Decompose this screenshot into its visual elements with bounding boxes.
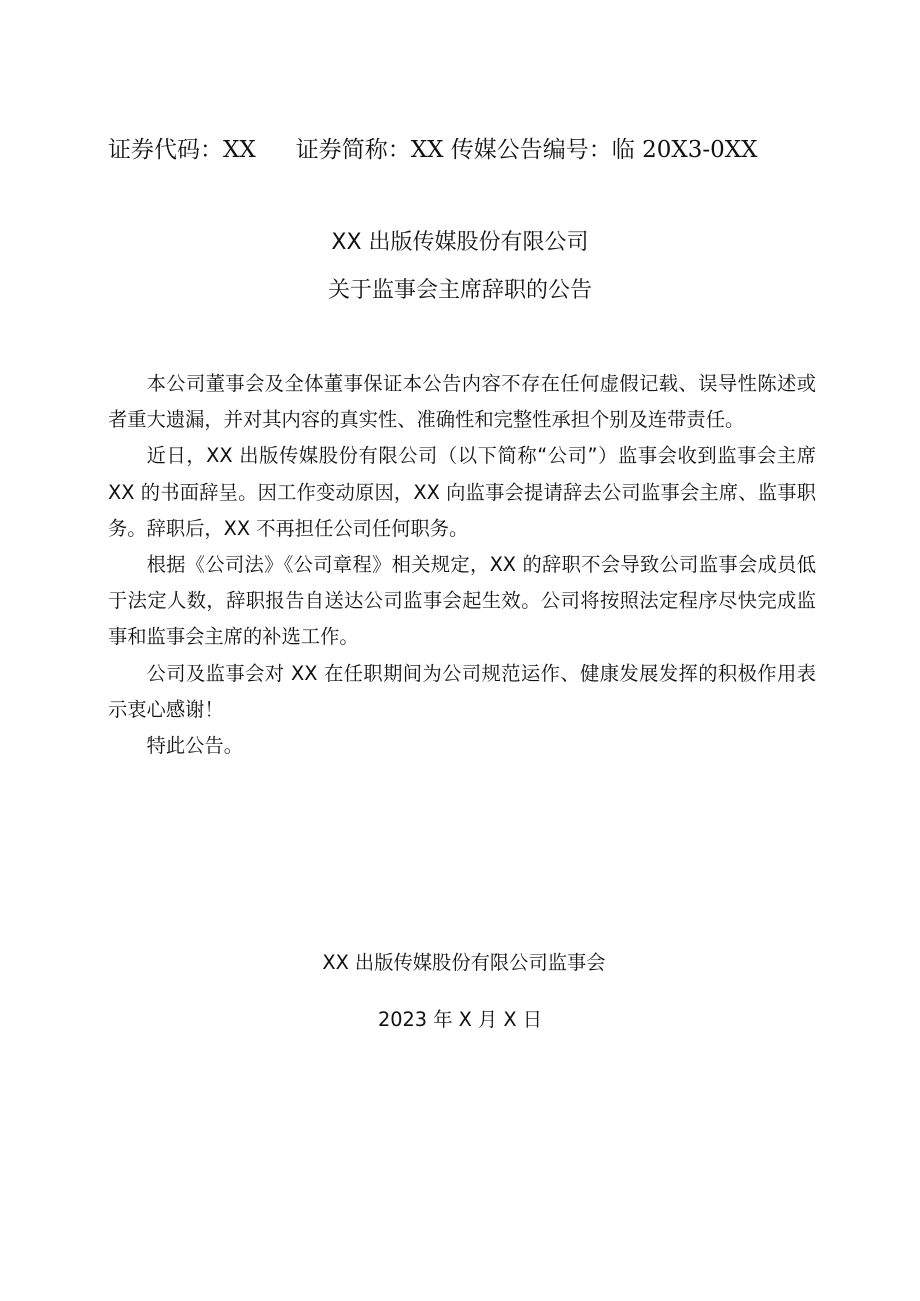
stock-short-name-and-number: 证券简称：XX 传媒公告编号：临 20X3-0XX: [295, 137, 758, 163]
paragraph-disclaimer: 本公司董事会及全体董事保证本公告内容不存在任何虚假记载、误导性陈述或者重大遗漏，并对其内容的真实性、准确性和完整性承担个别及连带责任。: [108, 372, 816, 432]
paragraph-resignation-received: 近日，XX 出版传媒股份有限公司（以下简称“公司”）监事会收到监事会主席 XX 的书面辞呈。因工作变动原因，XX 向监事会提请辞去公司监事会主席、监事职务。辞职后，XX 不再担任公司任何职务。: [108, 444, 816, 540]
stock-code: 证券代码：XX: [108, 137, 256, 163]
paragraph-legal-effect: 根据《公司法》《公司章程》相关规定，XX 的辞职不会导致公司监事会成员低于法定人数，辞职报告自送达公司监事会起生效。公司将按照法定程序尽快完成监事和监事会主席的补选工作。: [108, 553, 816, 649]
announcement-header: [108, 134, 828, 166]
company-title: XX 出版传媒股份有限公司: [331, 230, 589, 255]
signature-organization: XX 出版传媒股份有限公司监事会: [322, 951, 606, 974]
signature-date: 2023 年 X 月 X 日: [378, 1008, 542, 1031]
announcement-body: [108, 366, 816, 764]
paragraph-closing: 特此公告。: [146, 734, 243, 758]
announcement-subject: 关于监事会主席辞职的公告: [327, 278, 592, 303]
paragraph-thanks: 公司及监事会对 XX 在任职期间为公司规范运作、健康发展发挥的积极作用表示衷心感谢！: [108, 661, 816, 721]
